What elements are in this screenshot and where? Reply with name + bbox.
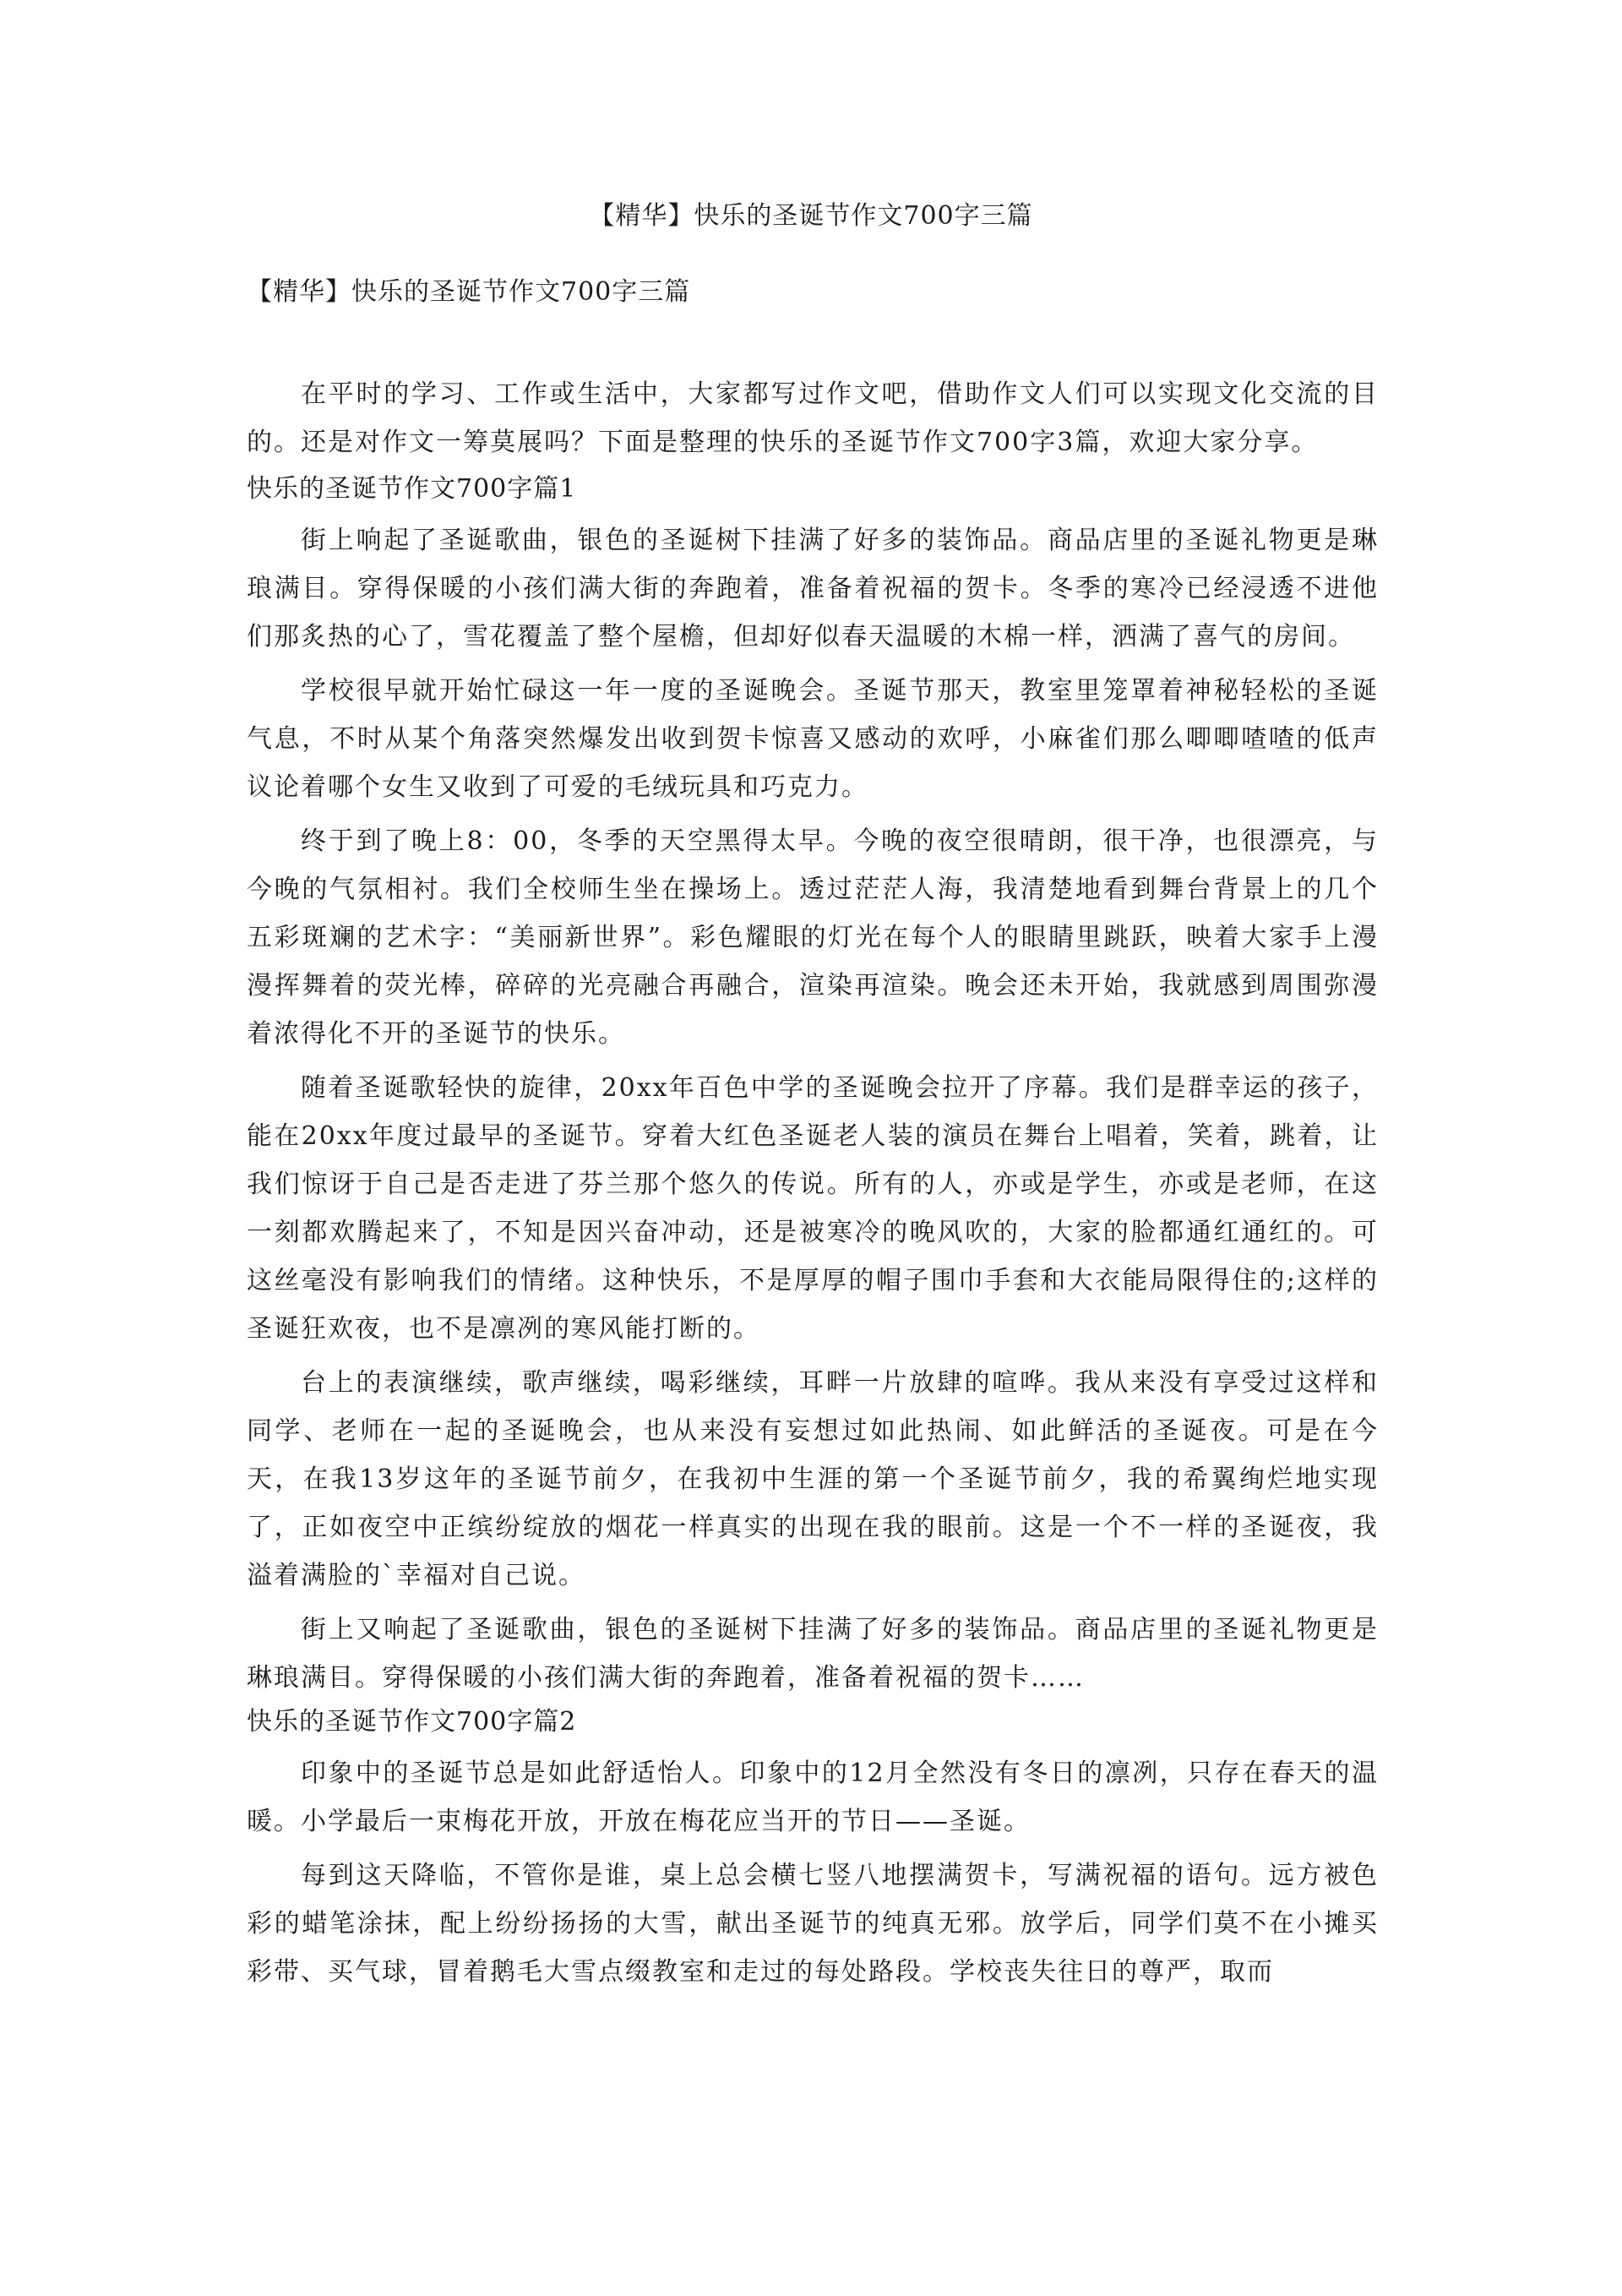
paragraph: 街上响起了圣诞歌曲，银色的圣诞树下挂满了好多的装饰品。商品店里的圣诞礼物更是琳琅满目。穿得保暖的小孩们满大街的奔跑着，准备着祝福的贺卡。冬季的寒冷已经浸透不进他们那炙热的心了，雪花覆盖了整个屋檐，但却好似春天温暖的木棉一样，洒满了喜气的房间。 <box>247 526 1379 652</box>
document-subtitle: 【精华】快乐的圣诞节作文700字三篇 <box>247 277 691 307</box>
section-1 <box>247 472 1379 1702</box>
section-heading: 快乐的圣诞节作文700字篇2 <box>247 1707 577 1737</box>
section-heading: 快乐的圣诞节作文700字篇1 <box>247 474 577 504</box>
paragraph: 每到这天降临，不管你是谁，桌上总会横七竖八地摆满贺卡，写满祝福的语句。远方被色彩的蜡笔涂抹，配上纷纷扬扬的大雪，献出圣诞节的纯真无邪。放学后，同学们莫不在小摊买彩带、买气球，冒着鹅毛大雪点缀教室和走过的每处路段。学校丧失往日的尊严，取而 <box>247 1861 1379 1987</box>
paragraph: 终于到了晚上8：00，冬季的天空黑得太早。今晚的夜空很晴朗，很干净，也很漂亮，与今晚的气氛相衬。我们全校师生坐在操场上。透过茫茫人海，我清楚地看到舞台背景上的几个五彩斑斓的艺术字：“美丽新世界”。彩色耀眼的灯光在每个人的眼睛里跳跃，映着大家手上漫漫挥舞着的荧光棒，碎碎的光亮融合再融合，渲染再渲染。晚会还未开始，我就感到周围弥漫着浓得化不开的圣诞节的快乐。 <box>247 826 1379 1049</box>
document-title: 【精华】快乐的圣诞节作文700字三篇 <box>589 201 1033 231</box>
paragraph: 印象中的圣诞节总是如此舒适怡人。印象中的12月全然没有冬日的凛冽，只存在春天的温暖。小学最后一束梅花开放，开放在梅花应当开的节日——圣诞。 <box>247 1759 1379 1836</box>
paragraph: 街上又响起了圣诞歌曲，银色的圣诞树下挂满了好多的装饰品。商品店里的圣诞礼物更是琳琅满目。穿得保暖的小孩们满大街的奔跑着，准备着祝福的贺卡…… <box>247 1615 1379 1693</box>
paragraph: 学校很早就开始忙碌这一年一度的圣诞晚会。圣诞节那天，教室里笼罩着神秘轻松的圣诞气息，不时从某个角落突然爆发出收到贺卡惊喜又感动的欢呼，小麻雀们那么唧唧喳喳的低声议论着哪个女生又收到了可爱的毛绒玩具和巧克力。 <box>247 676 1379 802</box>
paragraph: 随着圣诞歌轻快的旋律，20xx年百色中学的圣诞晚会拉开了序幕。我们是群幸运的孩子，能在20xx年度过最早的圣诞节。穿着大红色圣诞老人装的演员在舞台上唱着，笑着，跳着，让我们惊讶于自己是否走进了芬兰那个悠久的传说。所有的人，亦或是学生，亦或是老师，在这一刻都欢腾起来了，不知是因兴奋冲动，还是被寒冷的晚风吹的，大家的脸都通红通红的。可这丝毫没有影响我们的情绪。这种快乐，不是厚厚的帽子围巾手套和大衣能局限得住的;这样的圣诞狂欢夜，也不是凛冽的寒风能打断的。 <box>247 1073 1379 1344</box>
paragraph: 台上的表演继续，歌声继续，喝彩继续，耳畔一片放肆的喧哗。我从来没有享受过这样和同学、老师在一起的圣诞晚会，也从来没有妄想过如此热闹、如此鲜活的圣诞夜。可是在今天，在我13岁这年的圣诞节前夕，在我初中生涯的第一个圣诞节前夕，我的希翼绚烂地实现了，正如夜空中正缤纷绽放的烟花一样真实的出现在我的眼前。这是一个不一样的圣诞夜，我溢着满脸的`幸福对自己说。 <box>247 1368 1379 1590</box>
document-body <box>247 275 1379 2002</box>
section-2 <box>247 1705 1379 1996</box>
intro-paragraph: 在平时的学习、工作或生活中，大家都写过作文吧，借助作文人们可以实现文化交流的目的。还是对作文一筹莫展吗？下面是整理的快乐的圣诞节作文700字3篇，欢迎大家分享。 <box>247 379 1379 457</box>
